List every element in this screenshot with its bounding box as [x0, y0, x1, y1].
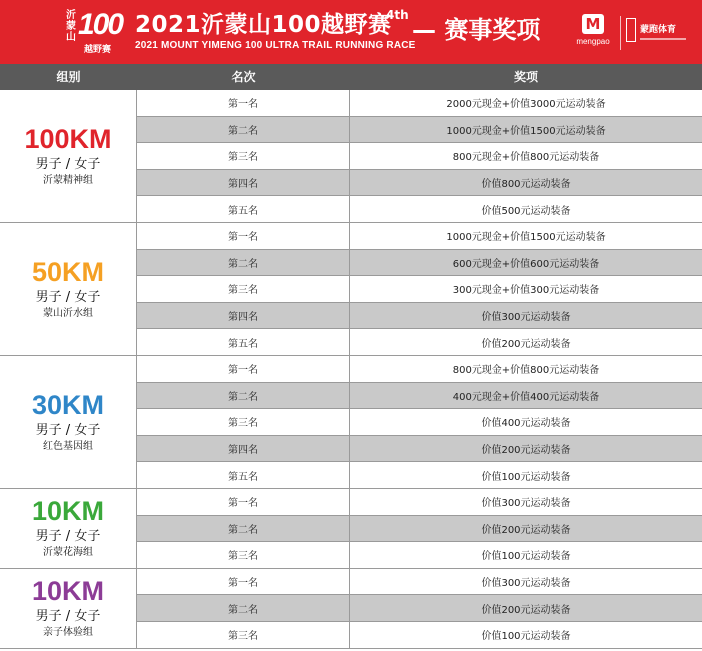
rank-cell: 第一名 [137, 223, 350, 249]
group-gender: 男子 / 女子 [35, 609, 101, 625]
page-title-suffix: — 赛事奖项 [412, 16, 541, 44]
group-gender: 男子 / 女子 [35, 529, 101, 545]
group-distance: 50KM [31, 257, 105, 287]
column-rank: 名次 [231, 70, 256, 84]
prize-cell: 800元现金+价值800元运动装备 [452, 365, 600, 377]
group-name: 亲子体验组 [43, 627, 93, 639]
prize-cell: 价值200元运动装备 [481, 524, 571, 536]
prize-cell: 400元现金+价值400元运动装备 [452, 391, 600, 403]
rank-cell: 第一名 [137, 356, 350, 382]
table-row [137, 622, 702, 649]
prize-cell: 价值300元运动装备 [481, 578, 571, 590]
logo-number: 100 [78, 8, 123, 41]
mengpao-icon: M [582, 14, 604, 34]
prize-cell: 价值500元运动装备 [481, 205, 571, 217]
group-cell [0, 223, 137, 356]
rank-cell: 第三名 [137, 409, 350, 435]
prize-cell: 价值100元运动装备 [481, 551, 571, 563]
rank-cell: 第三名 [137, 276, 350, 302]
rank-cell: 第三名 [137, 542, 350, 568]
group-distance: 100KM [24, 124, 112, 154]
table-row [137, 542, 702, 569]
rank-cell: 第二名 [137, 117, 350, 143]
table-column-header [0, 64, 702, 90]
rank-cell: 第四名 [137, 170, 350, 196]
prize-cell: 1000元现金+价值1500元运动装备 [446, 125, 606, 137]
sports-company-name: 蒙跑体育 [640, 25, 677, 35]
table-row [137, 329, 702, 356]
event-logo [66, 8, 124, 56]
logo-divider [620, 16, 621, 50]
rank-cell: 第四名 [137, 436, 350, 462]
prize-cell: 价值300元运动装备 [481, 498, 571, 510]
page-subtitle: 2021 MOUNT YIMENG 100 ULTRA TRAIL RUNNING RACE [135, 40, 416, 51]
rank-cell: 第四名 [137, 303, 350, 329]
group-distance: 10KM [31, 576, 105, 607]
prize-cell: 800元现金+价值800元运动装备 [452, 152, 600, 164]
group-gender: 男子 / 女子 [35, 290, 101, 305]
column-prize: 奖项 [513, 70, 538, 84]
table-row [137, 196, 702, 223]
table-row [137, 117, 702, 144]
group-cell [0, 90, 137, 223]
table-row [137, 462, 702, 489]
page-title: 2021沂蒙山100越野赛 [135, 12, 392, 38]
table-row [137, 356, 702, 383]
prize-cell: 价值200元运动装备 [481, 338, 571, 350]
rank-cell: 第五名 [137, 462, 350, 488]
table-row [137, 595, 702, 622]
company-tagline-line [640, 38, 686, 40]
group-cell [0, 489, 137, 569]
group-cell [0, 356, 137, 489]
table-row [137, 569, 702, 596]
rank-cell: 第二名 [137, 595, 350, 621]
rank-cell: 第五名 [137, 196, 350, 222]
table-row [137, 170, 702, 197]
edition-superscript: 4th [386, 8, 409, 22]
table-row [137, 90, 702, 117]
group-distance: 10KM [31, 496, 105, 527]
prize-cell: 2000元现金+价值3000元运动装备 [446, 99, 606, 111]
group-gender: 男子 / 女子 [35, 157, 101, 172]
mengpao-logo [570, 14, 616, 54]
rank-cell: 第一名 [137, 569, 350, 595]
rank-cell: 第一名 [137, 489, 350, 515]
group-name: 蒙山沂水组 [43, 308, 93, 319]
rank-cell: 第三名 [137, 143, 350, 169]
prize-cell: 价值300元运动装备 [481, 312, 571, 324]
group-name: 沂蒙精神组 [43, 175, 93, 186]
group-cell [0, 569, 137, 649]
table-row [137, 383, 702, 410]
table-row [137, 143, 702, 170]
prize-cell: 1000元现金+价值1500元运动装备 [446, 232, 606, 244]
table-row [137, 250, 702, 277]
group-gender: 男子 / 女子 [35, 423, 101, 438]
logo-vertical-text: 沂蒙山 [66, 10, 76, 43]
rank-cell: 第五名 [137, 329, 350, 355]
sports-company-logo [626, 16, 690, 50]
table-row [137, 409, 702, 436]
table-row [137, 436, 702, 463]
prize-cell: 价值400元运动装备 [481, 418, 571, 430]
prize-cell: 600元现金+价值600元运动装备 [452, 258, 600, 270]
prize-cell: 价值100元运动装备 [481, 471, 571, 483]
table-row [137, 489, 702, 516]
group-name: 红色基因组 [43, 441, 93, 452]
logo-sub-text: 越野赛 [84, 45, 112, 55]
table-row [137, 303, 702, 330]
rank-cell: 第一名 [137, 90, 350, 116]
group-distance: 30KM [31, 390, 105, 420]
seal-icon [626, 18, 636, 42]
group-name: 沂蒙花海组 [43, 547, 93, 559]
column-group: 组别 [56, 70, 81, 84]
rank-cell: 第二名 [137, 516, 350, 542]
mengpao-name: mengpao [576, 37, 610, 46]
rank-cell: 第三名 [137, 622, 350, 648]
rank-cell: 第二名 [137, 250, 350, 276]
table-row [137, 276, 702, 303]
prize-cell: 价值200元运动装备 [481, 604, 571, 616]
prize-cell: 价值100元运动装备 [481, 631, 571, 643]
table-row [137, 516, 702, 543]
header-banner [0, 0, 702, 64]
prize-cell: 价值200元运动装备 [481, 445, 571, 457]
rank-cell: 第二名 [137, 383, 350, 409]
prize-cell: 价值800元运动装备 [481, 179, 571, 191]
table-row [137, 223, 702, 250]
prize-cell: 300元现金+价值300元运动装备 [452, 285, 600, 297]
